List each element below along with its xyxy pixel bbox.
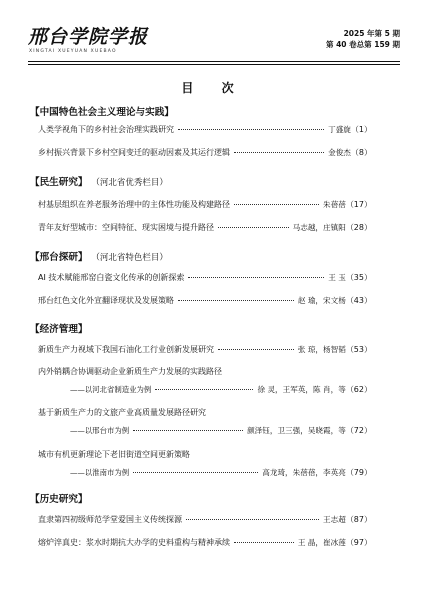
volume-number: 第 40 卷总第 159 期: [325, 40, 400, 49]
article-subtitle: ——以淮南市为例: [70, 468, 130, 477]
article-title: 熔炉淬真史：浆水时期抗大办学的史料重构与精神承续: [38, 538, 230, 547]
article-subtitle: ——以河北省制造业为例: [70, 385, 152, 394]
article-authors: 徐 灵，王军英，陈 肖，等: [257, 385, 346, 394]
leader-dots: [186, 519, 319, 520]
article-title[interactable]: 基于新质生产力的文旅产业高质量发展路径研究: [38, 408, 206, 417]
masthead: [28, 26, 400, 60]
article-authors: 王 玉: [328, 273, 346, 282]
article-title: 青年友好型城市：空间特征、现实困境与提升路径: [38, 223, 214, 232]
leader-dots: [188, 277, 324, 278]
leader-dots: [218, 349, 294, 350]
article-subtitle: ——以邢台市为例: [70, 426, 130, 435]
toc-entry[interactable]: [70, 467, 372, 479]
article-authors: 高龙琦，朱蓓蓓，李英亮: [262, 468, 346, 477]
article-title: AI 技术赋能邢窑白瓷文化传承的创新探索: [38, 273, 185, 282]
article-authors: 赵 瑜，宋文杨: [297, 296, 346, 305]
article-title: 村基层组织在养老服务治理中的主体性功能及构建路径: [38, 200, 230, 209]
toc-entry[interactable]: [38, 295, 372, 307]
page-number: （1）: [350, 125, 372, 134]
leader-dots: [234, 152, 324, 153]
toc-entry[interactable]: [38, 222, 372, 234]
section-title: 【经济管理】: [30, 324, 88, 335]
section-heading: [30, 249, 168, 263]
section-heading: [30, 321, 88, 335]
section-title: 【邢台探研】: [30, 252, 88, 263]
article-authors: 王志超: [323, 515, 346, 524]
section-note: （河北省特色栏目）: [95, 253, 168, 263]
toc-entry[interactable]: [70, 425, 372, 437]
page-number: （53）: [345, 345, 372, 354]
section-heading: [30, 104, 174, 118]
toc-entry[interactable]: [38, 514, 372, 526]
toc-entry[interactable]: [70, 384, 372, 396]
leader-dots: [178, 129, 324, 130]
header-rule-thin: [28, 64, 400, 65]
section-title: 【历史研究】: [30, 494, 88, 505]
page-number: （35）: [345, 273, 372, 282]
article-authors: 朱蓓蓓: [323, 200, 346, 209]
page-number: （79）: [345, 468, 372, 477]
page-number: （62）: [345, 385, 372, 394]
page-number: （72）: [345, 426, 372, 435]
page-number: （97）: [345, 538, 372, 547]
header-rule-thick: [28, 61, 400, 62]
article-title: 人类学视角下的乡村社会治理实践研究: [38, 125, 174, 134]
leader-dots: [155, 389, 253, 390]
page-number: （28）: [345, 223, 372, 232]
toc-entry[interactable]: [38, 147, 372, 159]
toc-entry[interactable]: [38, 537, 372, 549]
section-note: （河北省优秀栏目）: [95, 178, 168, 188]
section-title: 【中国特色社会主义理论与实践】: [30, 107, 174, 118]
journal-logo-english: XINGTAI XUEYUAN XUEBAO: [29, 49, 117, 54]
page-number: （8）: [350, 148, 372, 157]
article-authors: 颜泽钰，卫三强，吴晓霞，等: [247, 426, 346, 435]
section-heading: [30, 491, 88, 505]
article-title[interactable]: 城市有机更新理论下老旧街道空间更新策略: [38, 450, 190, 459]
section-title: 【民生研究】: [30, 177, 88, 188]
issue-info: [326, 28, 400, 50]
leader-dots: [234, 542, 294, 543]
page-number: （87）: [345, 515, 372, 524]
leader-dots: [133, 472, 258, 473]
article-authors: 丁盛旋: [328, 125, 351, 134]
article-authors: 金俊杰: [328, 148, 351, 157]
toc-entry[interactable]: [38, 344, 372, 356]
article-title: 直隶第四初级师范学堂爱国主义传统探源: [38, 515, 182, 524]
article-title: 新质生产力视域下我国石油化工行业创新发展研究: [38, 345, 214, 354]
leader-dots: [178, 300, 294, 301]
leader-dots: [234, 204, 319, 205]
journal-logo: 邢台学院学报: [28, 26, 149, 48]
article-authors: 马志越，庄镇阳: [292, 223, 346, 232]
leader-dots: [218, 227, 289, 228]
article-title[interactable]: 内外销耦合协调驱动企业新质生产力发展的实践路径: [38, 367, 222, 376]
article-authors: 张 琼，杨智韬: [297, 345, 346, 354]
toc-entry[interactable]: [38, 272, 372, 284]
toc-entry[interactable]: [38, 199, 372, 211]
page-title: 目 次: [181, 81, 246, 95]
article-authors: 王 晶，崔冰莲: [297, 538, 346, 547]
article-title: 邢台红色文化外宣翻译现状及发展策略: [38, 296, 174, 305]
section-heading: [30, 174, 168, 188]
page-number: （43）: [345, 296, 372, 305]
issue-number: 2025 年第 5 期: [343, 29, 400, 38]
article-title: 乡村振兴背景下乡村空间变迁的驱动因素及其运行逻辑: [38, 148, 230, 157]
toc-entry[interactable]: [38, 124, 372, 136]
page-number: （17）: [345, 200, 372, 209]
leader-dots: [133, 430, 243, 431]
